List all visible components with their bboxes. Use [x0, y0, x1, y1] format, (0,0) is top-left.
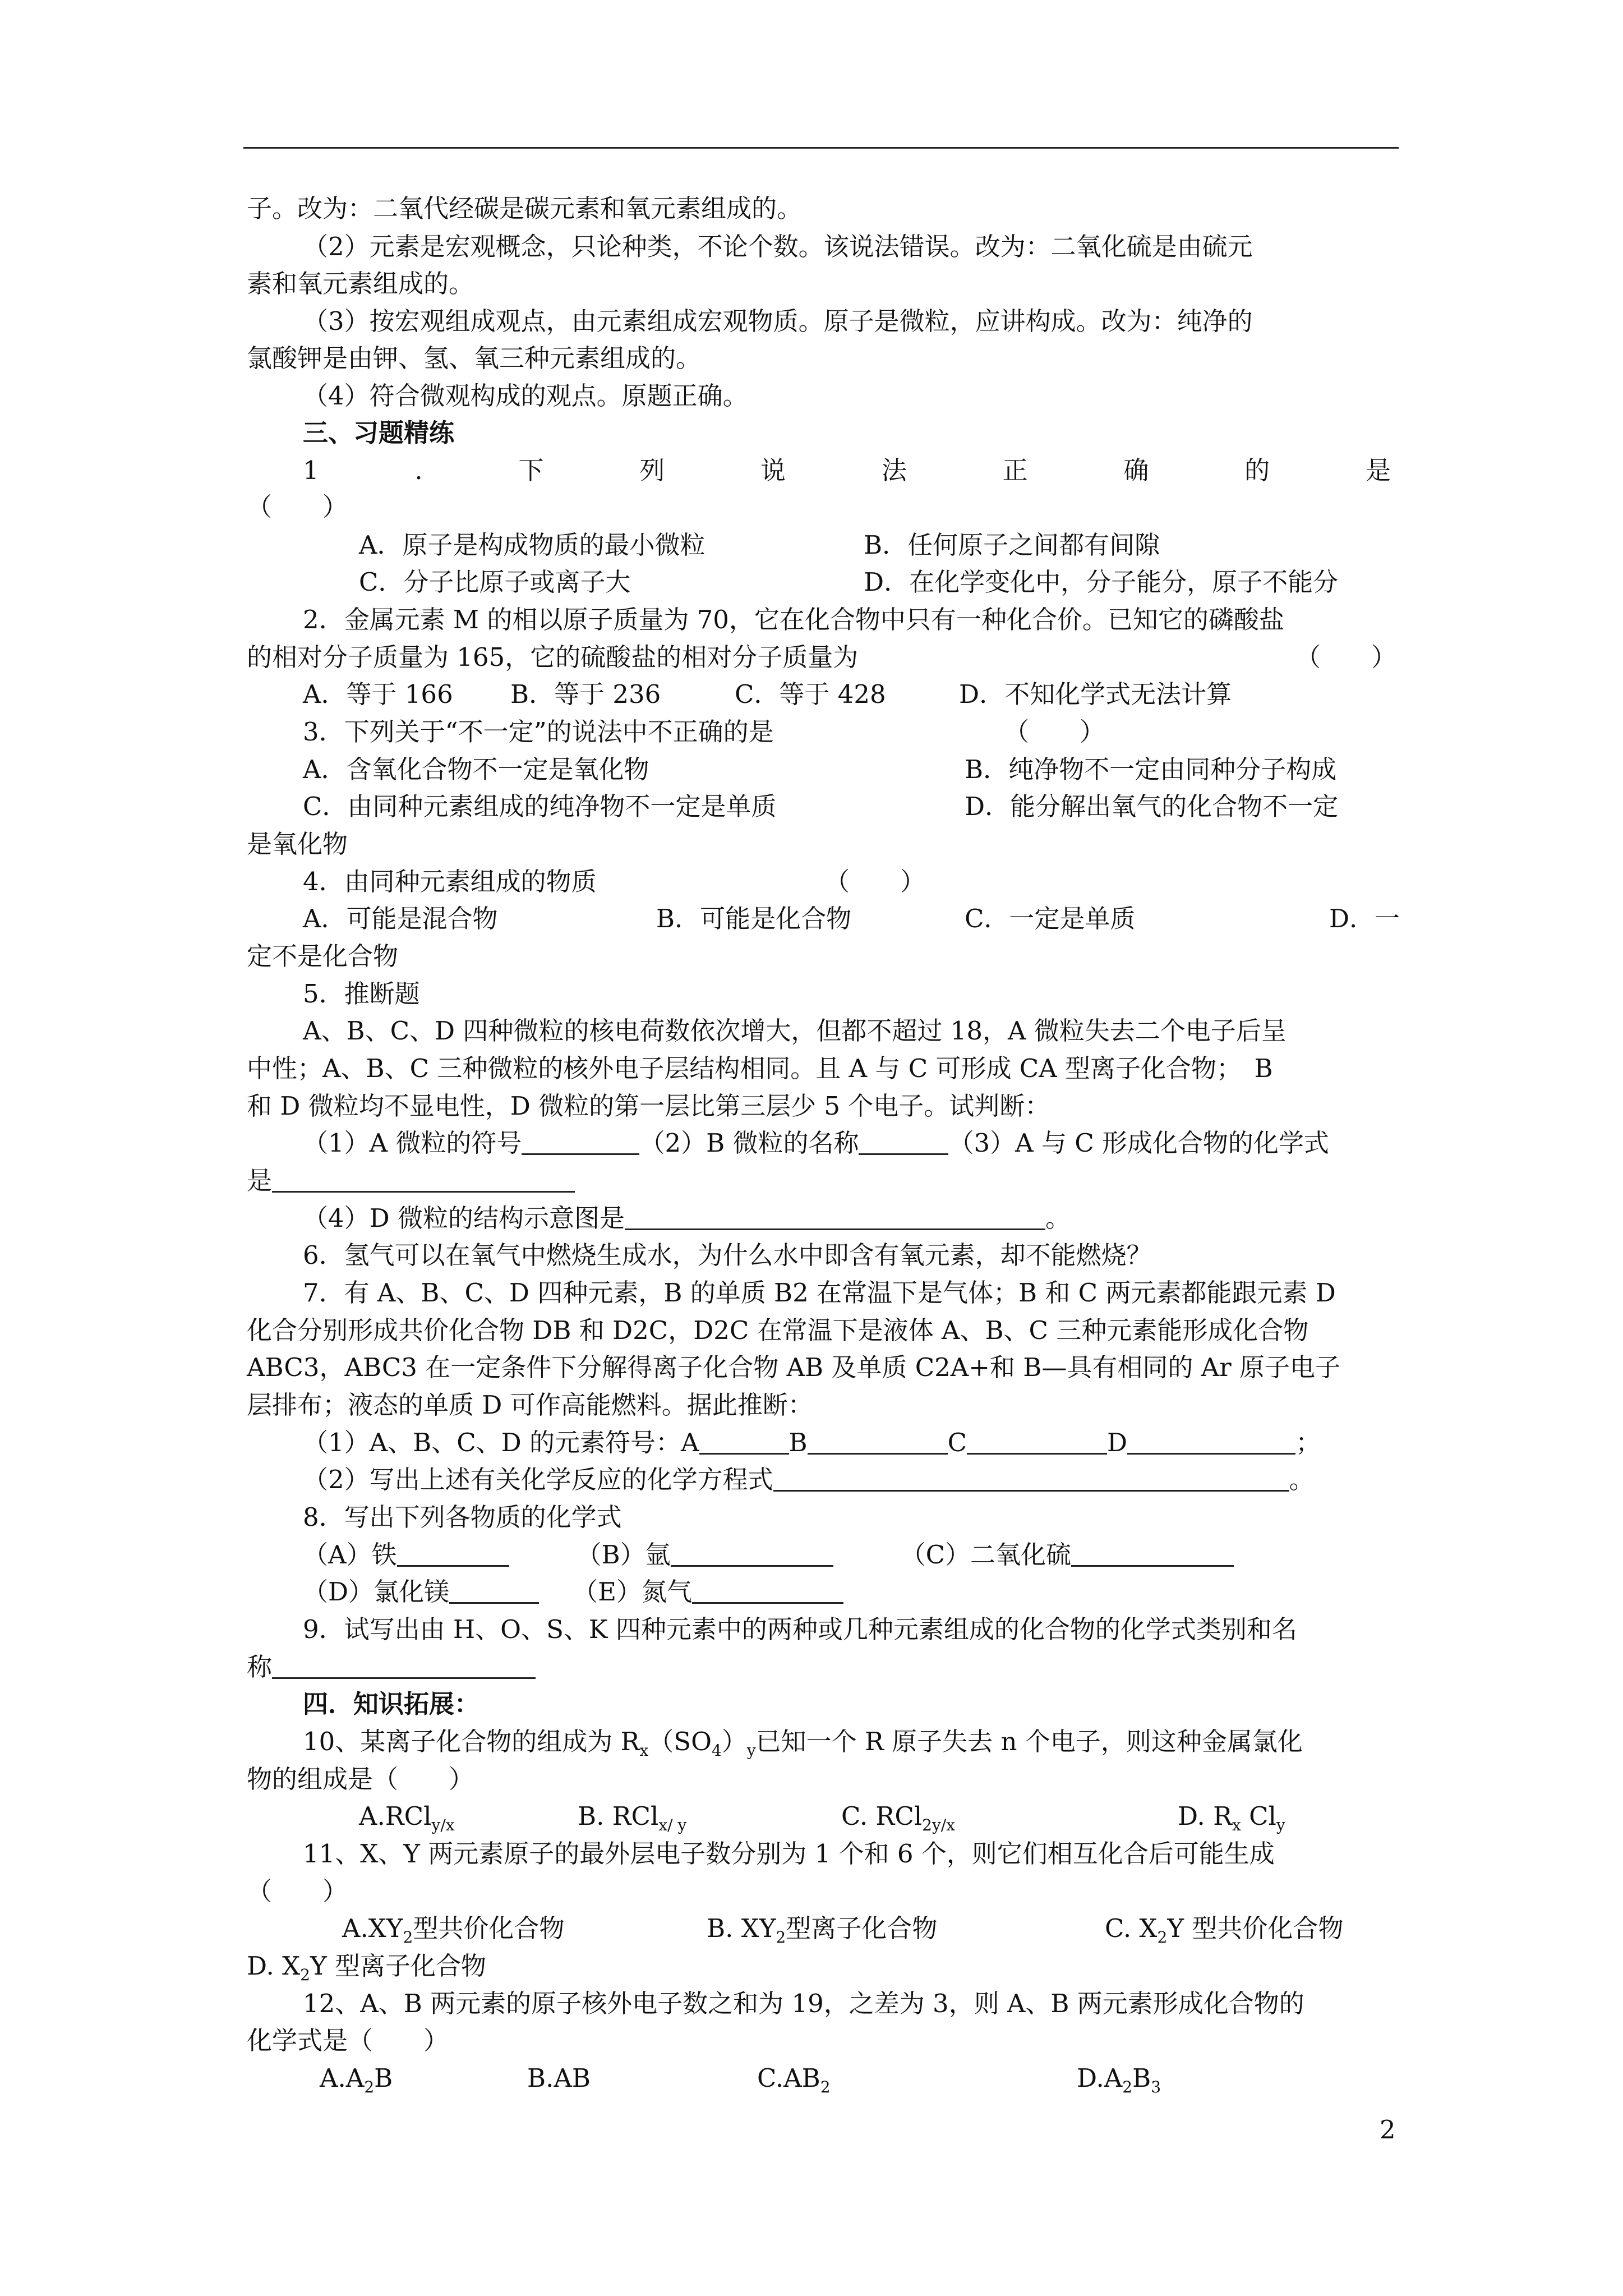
header-rule [243, 147, 1399, 149]
option-d: D．不知化学式无法计算 [959, 679, 1232, 709]
option-b: B．等于 236 [510, 679, 661, 709]
question-1-options [247, 527, 1391, 563]
option-c: C．由同种元素组成的纯净物不一定是单质 [303, 792, 777, 821]
question-3-stem: 3．下列关于“不一定”的说法中不正确的是 （ ） [303, 714, 1391, 750]
question-3-options [247, 752, 1391, 788]
option-a: $A.A_2B$ [320, 2063, 393, 2096]
option-c: C．分子比原子或离子大 [359, 567, 631, 597]
question-10-stem: 物的组成是（ ） [247, 1764, 474, 1794]
question-12-stem: 化学式是（ ） [247, 2026, 449, 2055]
option-d: D. $X_2Y$ 型离子化合物 [247, 1951, 486, 1984]
answer-blank[interactable] [773, 1464, 1289, 1492]
text-line: 素和氧元素组成的。 [247, 269, 474, 298]
answer-blank[interactable] [625, 1203, 1045, 1230]
text-line: 是氧化物 [247, 829, 348, 859]
option-a: A．含氧化合物不一定是氧化物 [303, 754, 649, 784]
option-c: $C.AB_2$ [757, 2063, 831, 2096]
text-line: 层排布；液态的单质 D 可作高能燃料。据此推断： [247, 1390, 813, 1420]
answer-blank[interactable] [397, 1539, 509, 1567]
question-8-stem: 8．写出下列各物质的化学式 [303, 1502, 622, 1532]
option-b: B．任何原子之间都有间隙 [864, 530, 1160, 560]
text-line: A、B、C、D 四种微粒的核电荷数依次增大，但都不超过 18，A 微粒失去二个电子后呈 [303, 1016, 1287, 1046]
text-line: （3）按宏观组成观点，由元素组成宏观物质。原子是微粒，应讲构成。改为：纯净的 [303, 306, 1253, 336]
question-6: 6．氢气可以在氧气中燃烧生成水，为什么水中即含有氧元素，却不能燃烧？ [303, 1240, 1152, 1270]
option-d: D．在化学变化中，分子能分，原子不能分 [864, 567, 1339, 597]
question-2-stem: 2．金属元素 M 的相以原子质量为 70，它在化合物中只有一种化合价。已知它的磷酸盐 [303, 605, 1284, 634]
question-5-subquestions: （4）D 微粒的结构示意图是 。 [303, 1203, 1071, 1233]
answer-paren: （ ） [247, 1876, 348, 1906]
answer-blank[interactable] [272, 1651, 536, 1679]
text-line: 中性；A、B、C 三种微粒的核外电子层结构相同。且 A 与 C 可形成 CA 型离子化合物； B [247, 1053, 1273, 1083]
section-heading: 四．知识拓展： [303, 1689, 480, 1719]
question-10-options [247, 1798, 1391, 1834]
question-9-stem: 称 [247, 1649, 1391, 1685]
answer-blank[interactable] [272, 1165, 575, 1193]
question-4-options [247, 901, 1400, 937]
question-4-stem: 4．由同种元素组成的物质 （ ） [303, 864, 1391, 900]
option-c: C．一定是单质 [965, 904, 1136, 933]
answer-paren: （ ） [247, 492, 348, 522]
question-5-subquestions: 是 [247, 1163, 1391, 1199]
text-line: ABC3，ABC3 在一定条件下分解得离子化合物 AB 及单质 C2A+和 B—具有相同的 Ar 原子电子 [247, 1352, 1340, 1382]
question-10-stem: 10、某离子化合物的组成为 $R_x(SO_4)_y$已知一个 R 原子失去 n 个电子，则这种金属氯化 [303, 1727, 1303, 1760]
option-c: C. RCl$_{2y/x}$ [841, 1801, 955, 1834]
text-line: 定不是化合物 [247, 941, 399, 971]
text-line: 和 D 微粒均不显电性，D 微粒的第一层比第三层少 5 个电子。试判断： [247, 1091, 1050, 1121]
option-d: $D.A_2B_3$ [1077, 2063, 1161, 2096]
option-b: B. RCl$_{x/ y}$ [578, 1801, 687, 1834]
answer-blank[interactable] [522, 1128, 639, 1155]
answer-blank[interactable] [692, 1576, 843, 1604]
option-b: B．纯净物不一定由同种分子构成 [965, 754, 1337, 784]
answer-blank[interactable] [967, 1427, 1107, 1455]
section-heading: 三、习题精练 [303, 418, 455, 448]
text-line: 化合分别形成共价化合物 DB 和 D2C，D2C 在常温下是液体 A、B、C 三种元素能形成化合物 [247, 1315, 1309, 1345]
answer-blank[interactable] [1071, 1539, 1234, 1567]
option-d: D．一 [1329, 904, 1400, 933]
answer-paren: （ ） [1004, 717, 1105, 747]
option-a: A．可能是混合物 [303, 904, 498, 933]
question-2-options [247, 677, 1391, 712]
question-11-stem: 11、X、Y 两元素原子的最外层电子数分别为 1 个和 6 个，则它们相互化合后可能生成 [303, 1839, 1275, 1869]
question-8-items: （A）铁 （B）氩 （C）二氧化硫 [303, 1537, 1391, 1573]
question-11-options [247, 1948, 1391, 1984]
question-9-stem: 9．试写出由 H、O、S、K 四种元素中的两种或几种元素组成的化合物的化学式类别和名 [303, 1614, 1297, 1644]
answer-blank[interactable] [449, 1576, 539, 1604]
answer-paren: （ ） [824, 867, 926, 896]
option-a: $A.XY_2$型共价化合物 [342, 1913, 565, 1947]
question-8-items: （D）氯化镁 （E）氮气 [303, 1574, 1391, 1610]
option-c: C. $X_2Y$ 型共价化合物 [1105, 1913, 1344, 1947]
answer-paren: （ ） [1295, 642, 1397, 672]
answer-blank[interactable] [699, 1427, 789, 1455]
question-7-subquestions: （1）A、B、C、D 的元素符号：A B C D ； [303, 1428, 1321, 1457]
question-1-stem: 1 . 下 列 说 法 正 确 的 是 [303, 455, 1391, 485]
text-line: （4）符合微观构成的观点。原题正确。 [303, 381, 748, 411]
option-b: B. $XY_2$型离子化合物 [707, 1913, 938, 1947]
page-number: 2 [1380, 2115, 1396, 2145]
question-7-subquestions: （2）写出上述有关化学反应的化学方程式 。 [303, 1465, 1315, 1494]
option-a: A．等于 166 [303, 679, 453, 709]
option-b: B.AB [527, 2063, 591, 2093]
question-12-stem: 12、A、B 两元素的原子核外电子数之和为 19，之差为 3，则 A、B 两元素形成化合物的 [303, 1989, 1304, 2018]
option-b: B．可能是化合物 [656, 904, 852, 933]
option-a: A.RCl$_{y/x}$ [359, 1801, 455, 1834]
answer-blank[interactable] [859, 1128, 948, 1155]
answer-blank[interactable] [671, 1539, 833, 1567]
text-line: （2）元素是宏观概念，只论种类，不论个数。该说法错误。改为：二氧化硫是由硫元 [303, 232, 1253, 261]
answer-blank[interactable] [1127, 1427, 1295, 1455]
question-2-stem: 的相对分子质量为 165，它的硫酸盐的相对分子质量为 （ ） [247, 639, 1391, 675]
question-11-options [247, 1911, 1391, 1947]
question-1-options [247, 564, 1391, 600]
text-line: 氯酸钾是由钾、氢、氧三种元素组成的。 [247, 343, 702, 373]
option-a: A．原子是构成物质的最小微粒 [359, 530, 706, 560]
question-12-options [247, 2060, 1391, 2096]
option-d: D. $R_x$ $Cl_y$ [1178, 1801, 1285, 1834]
text-line: 子。改为：二氧代经碳是碳元素和氧元素组成的。 [247, 194, 803, 223]
question-5-subquestions: （1）A 微粒的符号 （2）B 微粒的名称 （3）A 与 C 形成化合物的化学式 [303, 1128, 1329, 1158]
question-5-title: 5．推断题 [303, 979, 420, 1009]
option-c: C．等于 428 [735, 679, 886, 709]
option-d: D．能分解出氧气的化合物不一定 [965, 792, 1339, 821]
question-7-stem: 7．有 A、B、C、D 四种元素，B 的单质 B2 在常温下是气体；B 和 C 两元素都能跟元素 D [303, 1278, 1336, 1308]
question-3-options [247, 789, 1391, 825]
answer-blank[interactable] [808, 1427, 948, 1455]
